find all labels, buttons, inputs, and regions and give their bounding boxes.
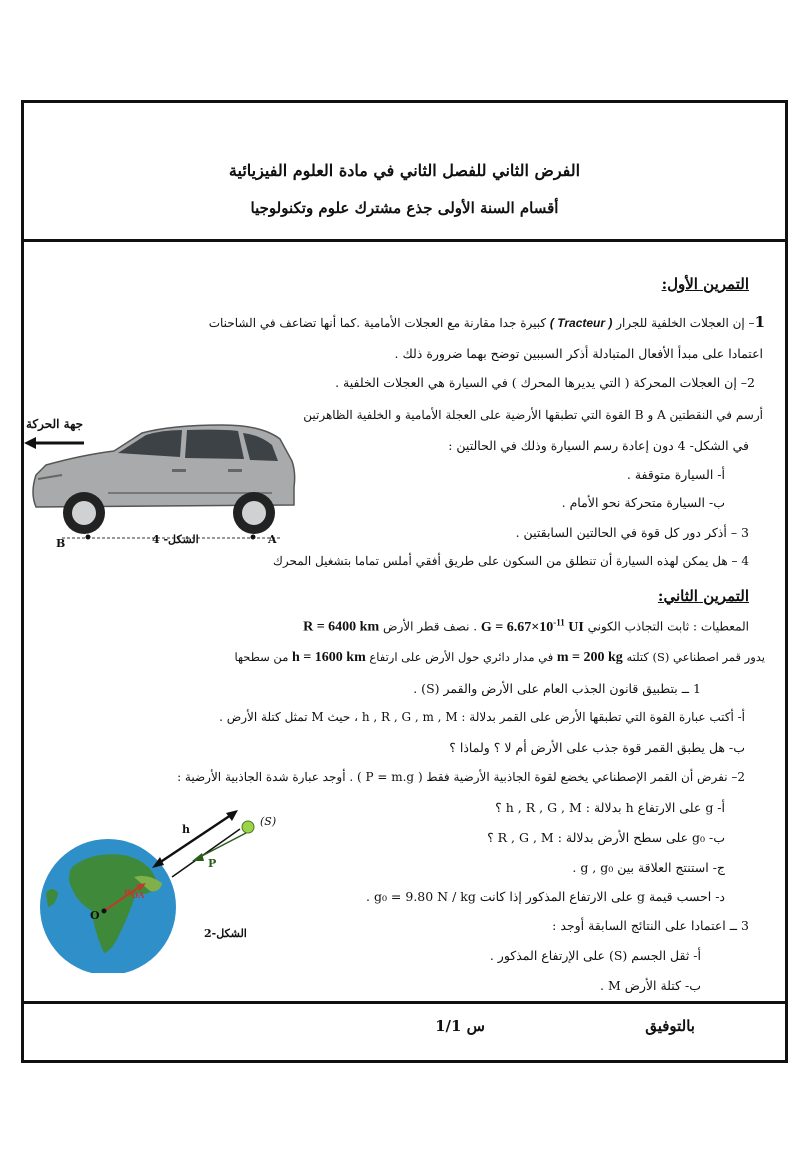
ex2-p1-b: ب- هل يطبق القمر قوة جذب على الأرض أم لا ؟ ولماذا ؟: [449, 740, 745, 755]
center-point: [102, 909, 107, 914]
point-b-label: B: [56, 537, 66, 550]
h-label: h: [182, 823, 190, 836]
ex2-p2-d: د- احسب قيمة g على الارتفاع المذكور إذا كانت g₀ = 9.80 N / kg .: [365, 889, 725, 904]
earth-figure: [32, 793, 302, 973]
g-constant-base: G = 6.67×10: [480, 619, 554, 635]
exercise1-heading: التمرين الأول:: [661, 275, 749, 293]
weight-vector: [192, 833, 246, 861]
orbit-altitude: h = 1600 km: [292, 650, 366, 665]
ex1-q2: 2– إن العجلات المحركة ( التي يديرها المحرك ) في السيارة هي العجلات الخلفية .: [335, 375, 755, 390]
car-icon: [33, 425, 295, 534]
q1-text-a: – إن العجلات الخلفية للجرار: [612, 316, 755, 330]
uoa-subscript: OA: [131, 890, 145, 900]
ex1-q1-line1: [209, 313, 765, 331]
header-divider: [24, 239, 785, 242]
figure4-label: الشكل- 4: [152, 533, 199, 546]
g-constant-unit: UI: [564, 619, 584, 635]
ex2-data-line: [303, 617, 749, 636]
car-drawing: [22, 413, 312, 553]
point-a-label: A: [268, 533, 277, 546]
sat-line-c: من سطحها: [234, 650, 293, 664]
q1-tractor: ( Tracteur ): [549, 316, 613, 330]
exam-title: الفرض الثاني للفصل الثاني في مادة العلوم الفيزيائية: [228, 161, 581, 180]
sat-line-a: يدور قمر اصطناعي (S) كتلته: [622, 650, 765, 664]
ex1-q2-line2: أرسم في النقطتين A و B القوة التي تطبقها الأرضية على العجلة الأمامية و الخلفية الظاهرتين: [303, 408, 763, 422]
ex1-q2-b: ب- السيارة متحركة نحو الأمام .: [561, 495, 725, 510]
q1-text-b: كبيرة جدا مقارنة مع العجلات الأمامية .كما أنها تضاعف في الشاحنات: [208, 316, 550, 330]
g-constant-exponent: -11: [553, 617, 565, 627]
p-label: P: [208, 857, 217, 870]
page-number: س 1/1: [435, 1017, 485, 1035]
footer-divider: [24, 1001, 785, 1004]
ex2-p2-b: ب- g₀ على سطح الأرض بدلالة : R , G , M ؟: [487, 830, 725, 845]
ex1-q1-line2: اعتمادا على مبدأ الأفعال المتبادلة أذكر السببين توضح بهما ضرورة ذلك .: [394, 346, 763, 361]
ex2-p1: 1 ــ بتطبيق قانون الجذب العام على الأرض والقمر (S) .: [413, 681, 701, 696]
ex2-p3-a: أ- ثقل الجسم (S) على الإرتفاع المذكور .: [489, 948, 701, 963]
q1-number: 1: [754, 313, 765, 331]
exam-frame: [21, 100, 788, 1063]
g-constant: [480, 617, 584, 635]
ex2-p1-a: أ- أكتب عبارة القوة التي تطبقها الأرض على القمر بدلالة : h , R , G , m , M ، حيث M تمثل كتلة الأرض .: [219, 710, 745, 724]
ex2-p2: 2– نفرض أن القمر الإصطناعي يخضع لقوة الجاذبية الأرضية فقط ( P = m.g ) . أوجد عبارة شدة الجاذبية الأرضية :: [177, 770, 745, 784]
o-label: O: [90, 909, 100, 922]
figure2-label: الشكل-2: [204, 927, 247, 940]
ex1-q2-a: أ- السيارة متوقفة .: [626, 467, 725, 482]
car-figure: [22, 413, 312, 553]
radius-text: . نصف قطر الأرض: [379, 619, 481, 634]
uoa-base: u: [124, 887, 132, 898]
satellite-icon: [242, 821, 254, 833]
ex2-p3: 3 ــ اعتمادا على النتائج السابقة أوجد :: [552, 918, 749, 933]
ex2-p2-c: ج- استنتج العلاقة بين g , g₀ .: [572, 860, 725, 875]
ex2-p3-b: ب- كتلة الأرض M .: [600, 978, 701, 993]
s-label: (S): [260, 815, 277, 828]
ex1-q2-line3: في الشكل- 4 دون إعادة رسم السيارة وذلك في الحالتين :: [448, 438, 749, 453]
point-b-dot: [86, 535, 91, 540]
motion-arrow: [24, 437, 84, 449]
exam-subtitle: أقسام السنة الأولى جذع مشترك علوم وتكنولوجيا: [250, 199, 559, 217]
ex2-p2-a: أ- g على الارتفاع h بدلالة : h , R , G , M ؟: [495, 800, 725, 815]
sat-line-b: في مدار دائري حول الأرض على ارتفاع: [365, 650, 557, 664]
earth-radius: R = 6400 km: [303, 619, 380, 635]
exercise2-heading: التمرين الثاني:: [657, 587, 749, 605]
earth-icon: [40, 839, 176, 973]
data-line-text: المعطيات : ثابت التجاذب الكوني: [583, 619, 749, 634]
uoa-label: [124, 887, 144, 900]
good-luck: بالتوفيق: [645, 1017, 695, 1035]
ex2-satellite-line: [234, 650, 765, 666]
motion-direction-label: جهة الحركة: [26, 417, 84, 431]
point-a-dot: [251, 535, 256, 540]
satellite-mass: m = 200 kg: [556, 650, 623, 665]
ex1-q4: 4 – هل يمكن لهذه السيارة أن تنطلق من السكون على طريق أفقي أملس تماما بتشغيل المحرك: [273, 554, 749, 568]
ex1-q3: 3 – أذكر دور كل قوة في الحالتين السابقتين .: [515, 525, 749, 540]
